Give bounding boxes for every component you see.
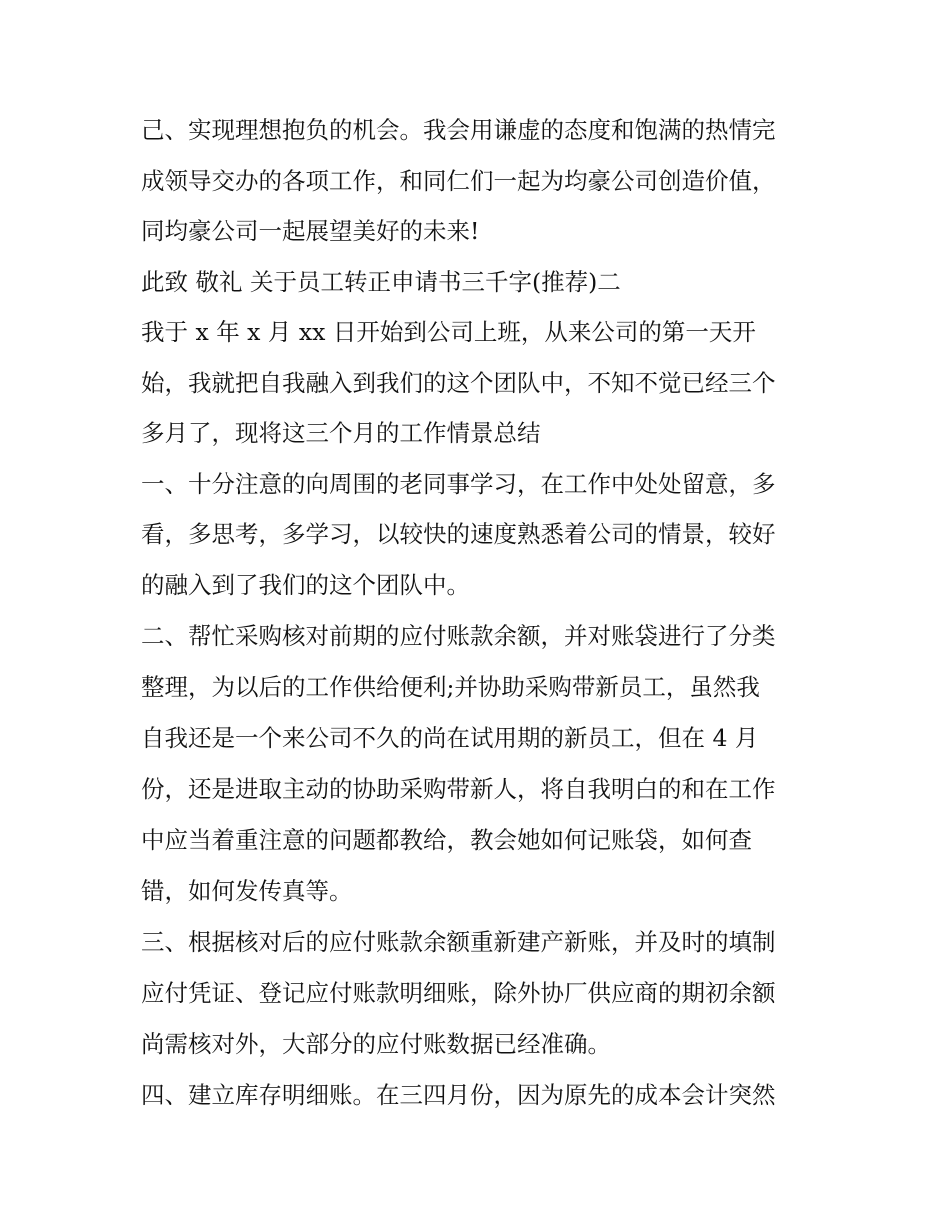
text-line: 错，如何发传真等。 [141, 877, 353, 905]
text-line: 己、实现理想抱负的机会。我会用谦虚的态度和饱满的热情完 [141, 116, 776, 144]
text-line: 二、帮忙采购核对前期的应付账款余额，并对账袋进行了分类 [141, 622, 776, 650]
text-line: 三、根据核对后的应付账款余额重新建产新账，并及时的填制 [141, 928, 776, 956]
text-line: 的融入到了我们的这个团队中。 [141, 571, 470, 599]
text-line: 我于 x 年 x 月 xx 日开始到公司上班，从来公司的第一天开 [141, 318, 756, 346]
text-line: 此致 敬礼 关于员工转正申请书三千字(推荐)二 [141, 268, 621, 296]
text-line: 同均豪公司一起展望美好的未来! [141, 217, 480, 245]
text-line: 自我还是一个来公司不久的尚在试用期的新员工，但在 4 月 [141, 724, 759, 752]
text-line: 四、建立库存明细账。在三四月份，因为原先的成本会计突然 [141, 1081, 776, 1109]
text-line: 始，我就把自我融入到我们的这个团队中，不知不觉已经三个 [141, 369, 776, 397]
text-line: 尚需核对外，大部分的应付账数据已经准确。 [141, 1030, 611, 1058]
text-line: 应付凭证、登记应付账款明细账，除外协厂供应商的期初余额 [141, 979, 776, 1007]
text-line: 多月了，现将这三个月的工作情景总结 [141, 419, 541, 447]
text-line: 整理，为以后的工作供给便利;并协助采购带新员工，虽然我 [141, 673, 760, 701]
text-line: 成领导交办的各项工作，和同仁们一起为均豪公司创造价值， [141, 167, 776, 195]
text-line: 一、十分注意的向周围的老同事学习，在工作中处处留意，多 [141, 470, 776, 498]
text-line: 中应当着重注意的问题都教给，教会她如何记账袋，如何查 [141, 826, 752, 854]
text-line: 份，还是进取主动的协助采购带新人，将自我明白的和在工作 [141, 775, 776, 803]
text-line: 看，多思考，多学习，以较快的速度熟悉着公司的情景，较好 [141, 520, 776, 548]
